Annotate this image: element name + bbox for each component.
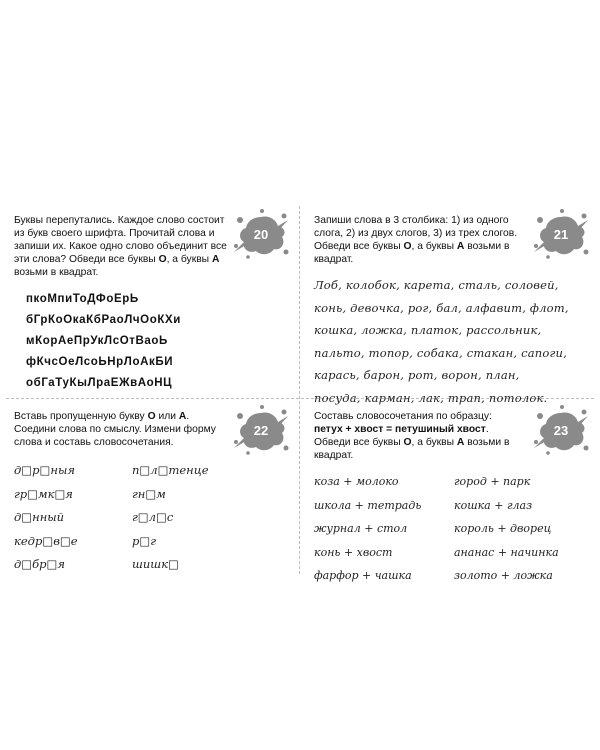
task-instruction: Буквы перепутались. Каждое слово состоит из букв своего шрифта. Прочитай слова и запиши их. Какое одно слово объединит все эти слова? Обведи все буквы О, а буквы А возьми в квадрат. <box>14 215 227 278</box>
task-number: 23 <box>553 422 569 438</box>
noun-item: п□л□тенце <box>132 463 209 477</box>
handwritten-line: посуда, карман, лак, трап, потолок. <box>314 390 548 405</box>
scrambled-word-line: фКчсОеЛсоЬНрЛоАкБИ <box>26 356 174 368</box>
task-number-badge <box>232 208 290 260</box>
handwritten-line: конь, девочка, рог, бал, алфавит, флот, <box>314 300 569 315</box>
adjective-item: гр□мк□я <box>14 486 73 501</box>
word-pair: коза + молоко <box>314 475 399 488</box>
task-20-card <box>2 206 298 396</box>
word-pairs-grid <box>314 470 588 588</box>
task-21-card <box>302 206 598 405</box>
word-pair: золото + ложка <box>454 569 553 582</box>
word-pair: конь + хвост <box>314 545 393 559</box>
task-number: 22 <box>253 422 269 438</box>
task-number-badge <box>532 404 590 456</box>
handwritten-line: карась, барон, рот, ворон, план, <box>314 368 520 382</box>
word-pair: журнал + стол <box>314 522 408 535</box>
word-pair: фарфор + чашка <box>314 569 412 582</box>
task-instruction: Вставь пропущенную букву О или А. Соедини слова по смыслу. Измени форму слова и составь словосочетания. <box>14 411 216 448</box>
scrambled-word-line: обГаТуКыЛраЕЖвАоНЦ <box>26 377 173 389</box>
adjective-item: д□р□ныя <box>14 463 75 477</box>
word-list <box>314 274 588 409</box>
task-instruction: Составь словосочетания по образцу: петух + хвост = петушиный хвост. Обведи все буквы О, а буквы А возьми в квадрат. <box>314 411 510 461</box>
scrambled-words-list <box>14 289 288 394</box>
scrambled-word-line: бГрКоОкаКбРаоЛчОоКХи <box>26 314 181 326</box>
vertical-divider <box>299 206 300 574</box>
handwritten-line: кошка, ложка, платок, рассольник, <box>314 323 542 337</box>
word-pair: кошка + глаз <box>454 498 533 512</box>
adjective-item: кедр□в□е <box>14 533 78 548</box>
word-pair: школа + тетрадь <box>314 498 422 512</box>
noun-item: гн□м <box>132 486 166 501</box>
scrambled-word-line: пкоМпиТоДФоЕрЬ <box>26 293 139 305</box>
task-number: 20 <box>253 226 269 242</box>
scrambled-word-line: мКорАеПрУкЛсОтВаоЬ <box>26 335 168 347</box>
task-22-card <box>2 402 298 574</box>
task-23-card <box>302 402 598 582</box>
noun-item: р□г <box>132 533 157 548</box>
task-number: 21 <box>553 226 569 242</box>
adjective-item: д□бр□я <box>14 557 66 571</box>
handwritten-line: Лоб, колобок, карета, сталь, соловей, <box>314 278 559 292</box>
handwritten-line: пальто, топор, собака, стакан, сапоги, <box>314 345 568 360</box>
noun-item: шишк□ <box>132 557 179 571</box>
word-pair: город + парк <box>454 475 531 488</box>
word-pair: король + дворец <box>454 522 552 535</box>
task-instruction: Запиши слова в 3 столбика: 1) из одного слога, 2) из двух слогов, 3) из трех слогов. Обведи все буквы О, а буквы А возьми в квадрат. <box>314 215 518 265</box>
noun-item: г□л□с <box>132 510 174 524</box>
adjective-item: д□нный <box>14 510 65 524</box>
task-number-badge <box>232 404 290 456</box>
task-number-badge <box>532 208 590 260</box>
word-pair: ананас + начинка <box>454 545 559 559</box>
fill-in-words-grid <box>14 459 288 577</box>
